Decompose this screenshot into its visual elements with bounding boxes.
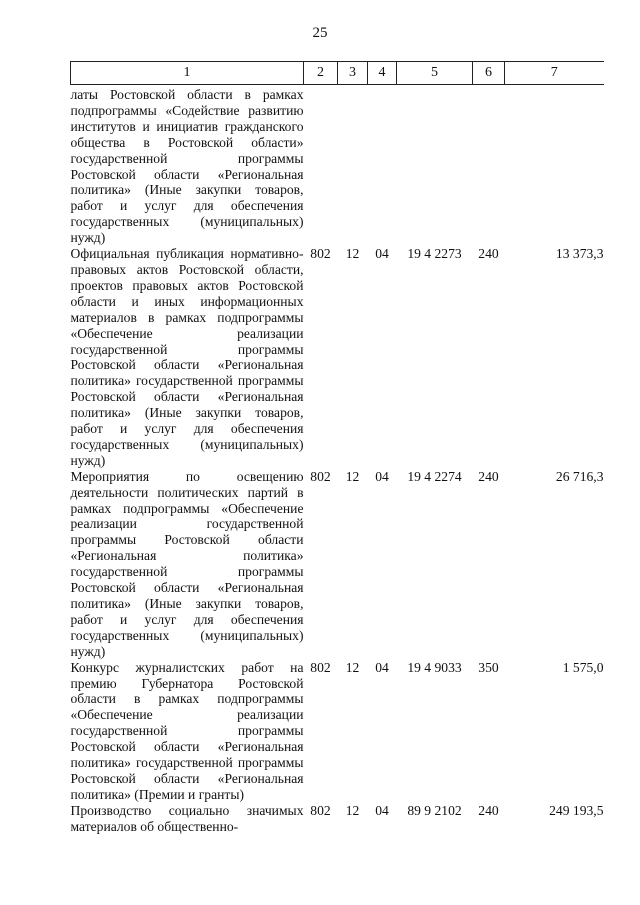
row-description: Конкурс журналистских работ на премию Губернатора Ростовской области в рамках подпрограммы «Обеспечение реализации государственной программы Ростовской области «Региональная политика» государственной программы Ростовской области «Региональная политика» (Премии и гранты) xyxy=(70,659,304,802)
row-target-code xyxy=(397,85,473,247)
budget-table xyxy=(70,61,604,835)
row-target-code: 19 4 9033 xyxy=(407,659,462,675)
row-amount: 249 193,5 xyxy=(549,802,604,818)
column-header-6: 6 xyxy=(473,62,505,85)
row-subsection-code: 04 xyxy=(375,659,389,675)
column-header-2: 2 xyxy=(304,62,338,85)
row-expense-type: 240 xyxy=(478,246,499,262)
row-section-code xyxy=(338,85,368,247)
row-amount xyxy=(505,85,604,247)
column-header-4: 4 xyxy=(368,62,397,85)
row-section-code: 12 xyxy=(345,246,360,262)
row-subsection-code: 04 xyxy=(375,802,389,818)
row-subsection-code: 04 xyxy=(375,468,389,484)
column-header-7: 7 xyxy=(505,62,604,85)
row-expense-type: 240 xyxy=(478,468,499,484)
row-section-code: 12 xyxy=(345,802,360,818)
page-number: 25 xyxy=(312,25,328,41)
row-amount: 1 575,0 xyxy=(562,659,604,675)
table-row xyxy=(71,803,604,835)
row-description: Официальная публикация нормативно-правовых актов Ростовской области, проектов правовых актов Ростовской области и иных информационных материалов в рамках подпрограммы «Обеспечение реализации государственной программы Ростовской области «Региональная политика» государственной программы Ростовской области «Региональная политика» (Иные закупки товаров, работ и услуг для обеспечения государственных (муниципальных) нужд) xyxy=(70,246,304,468)
row-target-code: 19 4 2273 xyxy=(407,246,462,262)
row-amount: 26 716,3 xyxy=(555,468,604,484)
row-ministry-code: 802 xyxy=(310,659,331,675)
row-expense-type xyxy=(473,85,505,247)
row-subsection-code: 04 xyxy=(375,246,389,262)
row-amount: 13 373,3 xyxy=(555,246,604,262)
table-row xyxy=(71,660,604,803)
row-expense-type: 240 xyxy=(478,802,499,818)
row-expense-type: 350 xyxy=(478,659,499,675)
row-target-code: 19 4 2274 xyxy=(407,468,462,484)
row-subsection-code xyxy=(368,85,397,247)
column-header-3: 3 xyxy=(338,62,368,85)
row-ministry-code xyxy=(304,85,338,247)
column-header-1: 1 xyxy=(71,62,304,85)
table-row xyxy=(71,246,604,469)
row-section-code: 12 xyxy=(345,468,360,484)
column-header-5: 5 xyxy=(397,62,473,85)
row-description: Мероприятия по освещению деятельности политических партий в рамках подпрограммы «Обеспечение реализации государственной программы Ростовской области «Региональная политика» государственной программы Ростовской области «Региональная политика» (Иные закупки товаров, работ и услуг для обеспечения государственных (муниципальных) нужд) xyxy=(70,468,304,659)
table-header xyxy=(71,62,604,85)
row-ministry-code: 802 xyxy=(310,468,331,484)
row-ministry-code: 802 xyxy=(310,246,331,262)
row-description: Производство социально значимых материалов об общественно- xyxy=(70,802,304,834)
row-section-code: 12 xyxy=(345,659,360,675)
row-target-code: 89 9 2102 xyxy=(407,802,462,818)
table-row xyxy=(71,85,604,247)
table-row xyxy=(71,469,604,660)
row-ministry-code: 802 xyxy=(310,802,331,818)
row-description: латы Ростовской области в рамках подпрограммы «Содействие развитию институтов и инициатив гражданского общества в Ростовской области» государственной программы Ростовской области «Региональная политика» (Иные закупки товаров, работ и услуг для обеспечения государственных (муниципальных) нужд) xyxy=(70,87,304,246)
